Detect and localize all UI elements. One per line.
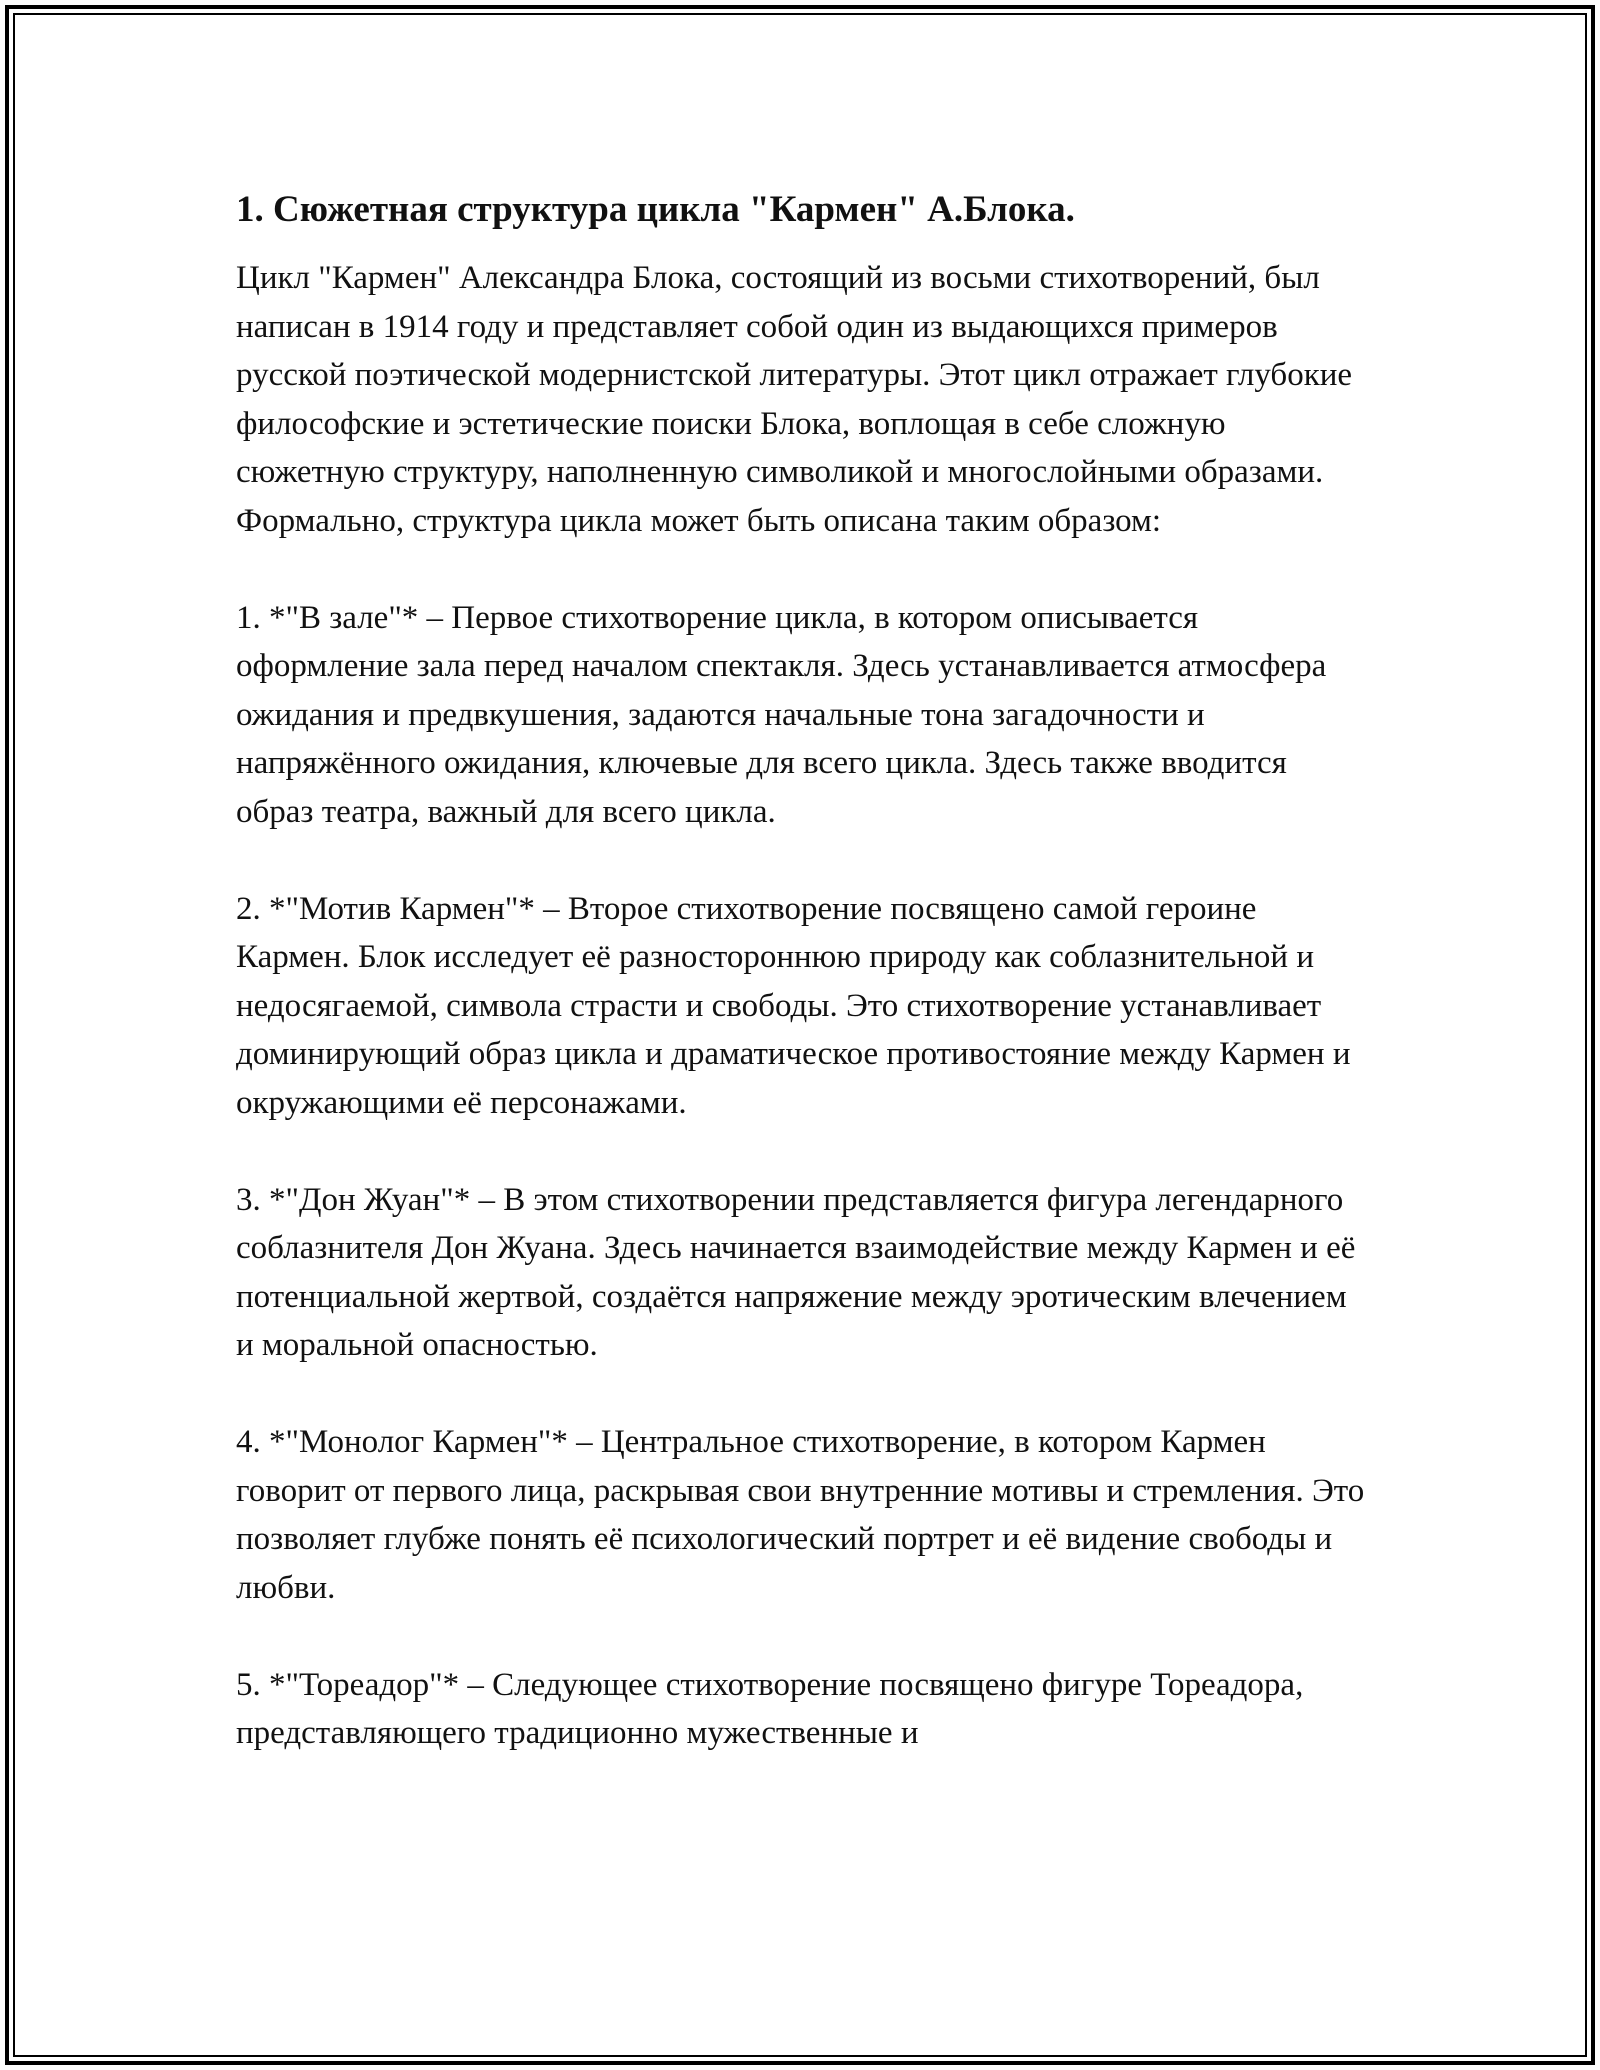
document-title: 1. Сюжетная структура цикла "Кармен" А.Блока. xyxy=(236,189,1075,230)
intro-paragraph: Цикл "Кармен" Александра Блока, состоящий из восьми стихотворений, был написан в 1914 году и представляет собой один из выдающихся примеров русской поэтической модернистской литературы. Этот цикл отражает глубокие философские и эстетические поиски Блока, воплощая в себе сложную сюжетную структуру, наполненную символикой и многослойными образами. Формально, структура цикла может быть описана таким образом: xyxy=(236,260,1353,539)
document-page xyxy=(236,186,1366,1806)
item-4-paragraph: 4. *"Монолог Кармен"* – Центральное стихотворение, в котором Кармен говорит от первого лица, раскрывая свои внутренние мотивы и стремления. Это позволяет глубже понять её психологический портрет и её видение свободы и любви. xyxy=(236,1424,1365,1606)
item-3-paragraph: 3. *"Дон Жуан"* – В этом стихотворении представляется фигура легендарного соблазнителя Дон Жуана. Здесь начинается взаимодействие между Кармен и её потенциальной жертвой, создаётся напряжение между эротическим влечением и моральной опасностью. xyxy=(236,1181,1356,1363)
item-5-paragraph: 5. *"Тореадор"* – Следующее стихотворение посвящено фигуре Тореадора, представляющего традиционно мужественные и xyxy=(236,1666,1304,1751)
item-2-paragraph: 2. *"Мотив Кармен"* – Второе стихотворение посвящено самой героине Кармен. Блок исследует её разностороннюю природу как соблазнительной и недосягаемой, символа страсти и свободы. Это стихотворение устанавливает доминирующий образ цикла и драматическое противостояние между Кармен и окружающими её персонажами. xyxy=(236,890,1351,1121)
item-1-paragraph: 1. *"В зале"* – Первое стихотворение цикла, в котором описывается оформление зала перед началом спектакля. Здесь устанавливается атмосфера ожидания и предвкушения, задаются начальные тона загадочности и напряжённого ожидания, ключевые для всего цикла. Здесь также вводится образ театра, важный для всего цикла. xyxy=(236,599,1327,830)
